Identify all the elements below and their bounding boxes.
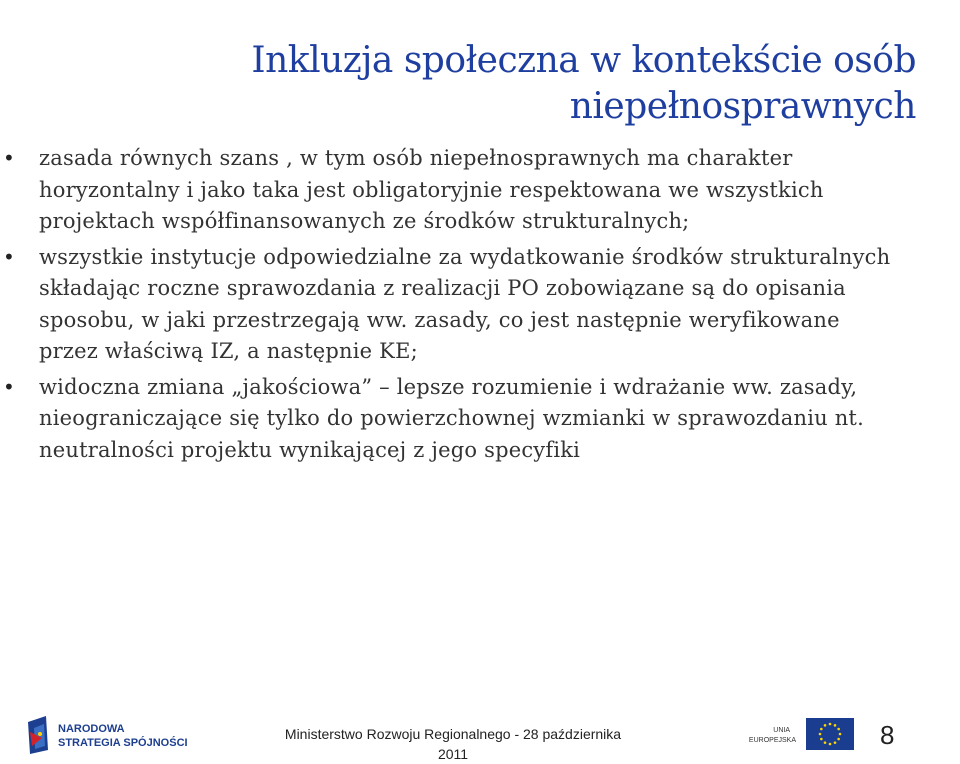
slide-title-line-1: Inkluzja społeczna w kontekście osób <box>251 40 916 82</box>
bullet-list <box>0 143 900 470</box>
eu-star <box>824 741 827 744</box>
bullet-item: • wszystkie instytucje odpowiedzialne za wydatkowanie środków strukturalnych składając roczne sprawozdania z realizacji PO zobowiązane są do opisania sposobu, w jaki przestrzegają ww. zasady, co jest następnie weryfikowane przez właściwą IZ, a następnie KE; <box>0 242 900 368</box>
eu-star <box>824 724 827 727</box>
nss-logo-icon <box>26 712 186 756</box>
eu-star <box>820 728 823 731</box>
eu-star <box>834 724 837 727</box>
eu-star <box>839 733 842 736</box>
bullet-item: • widoczna zmiana „jakościowa” – lepsze rozumienie i wdrażanie ww. zasady, nieograniczające się tylko do powierzchownej wzmianki w sprawozdaniu nt. neutralności projektu wynikającej z jego specyfiki <box>0 372 900 467</box>
eu-star <box>819 733 822 736</box>
slide-title <box>96 38 916 130</box>
eu-star <box>820 738 823 741</box>
unia-europejska-logo <box>748 716 856 752</box>
eu-flag-icon <box>748 716 856 752</box>
eu-logo-line-2: EUROPEJSKA <box>748 737 796 744</box>
eu-star <box>837 738 840 741</box>
nss-logo-line-2: STRATEGIA SPÓJNOŚCI <box>58 737 188 749</box>
eu-logo-line-1: UNIA <box>773 727 790 734</box>
eu-star <box>829 743 832 746</box>
eu-star <box>829 723 832 726</box>
eu-star <box>837 728 840 731</box>
narodowa-strategia-spojnosci-logo <box>26 712 186 756</box>
eu-star <box>834 741 837 744</box>
slide-title-line-2: niepełnosprawnych <box>569 86 916 128</box>
bullet-item: • zasada równych szans , w tym osób niepełnosprawnych ma charakter horyzontalny i jako taka jest obligatoryjnie respektowana we wszystkich projektach współfinansowanych ze środków strukturalnych; <box>0 143 900 238</box>
nss-logo-line-1: NARODOWA <box>58 723 125 735</box>
footer-ministry-date: Ministerstwo Rozwoju Regionalnego - 28 października 2011 <box>284 726 622 762</box>
page-number: 8 <box>880 720 895 750</box>
